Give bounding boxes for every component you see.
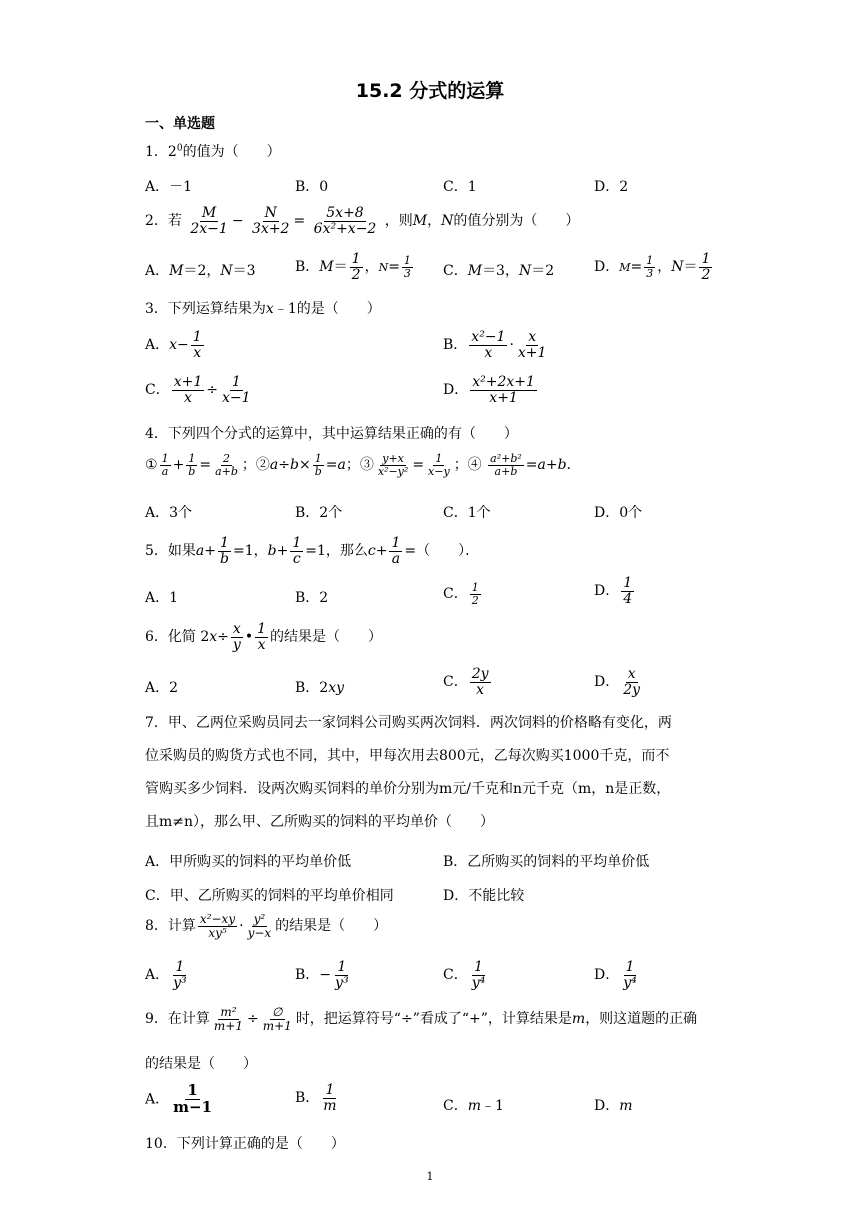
q3-option-b[interactable]: B． $\frac{\text{x²−1}}{x}$ · $\frac{x}{x+1}$ <box>443 329 547 361</box>
question-6: 6．化简 2x÷ $\frac{x}{y}$ • $\frac{1}{x}$ 的结果是（ ） <box>145 621 383 653</box>
q1-option-b[interactable]: B．0 <box>295 179 329 195</box>
q2-option-c[interactable]: C．M＝3，N＝2 <box>443 263 555 279</box>
question-8: 8．计算 $\frac{\text{x²−xy}}{\text{xy⁵}}$ · $\frac{\text{y²}}{y-x}$ 的结果是（ ） <box>145 912 388 940</box>
q9-option-a[interactable]: A． $\frac{1}{m-1}$ <box>145 1081 213 1116</box>
q2-option-d[interactable]: D．M= $\frac{1}{3}$ ，N＝ $\frac{1}{2}$ <box>594 251 711 283</box>
q9-option-d[interactable]: D．m <box>594 1098 633 1114</box>
q6-option-a[interactable]: A．2 <box>145 680 179 696</box>
q2-option-b[interactable]: B．M＝ $\frac{1}{2}$ ，N= $\frac{1}{3}$ <box>295 251 411 283</box>
q8-option-d[interactable]: D． $\frac{1}{\text{y⁴}}$ <box>594 959 637 991</box>
question-4: 4．下列四个分式的运算中，其中运算结果正确的有（ ） <box>145 426 518 442</box>
q5-option-a[interactable]: A．1 <box>145 590 179 606</box>
q7-option-d[interactable]: D．不能比较 <box>443 888 525 904</box>
section-heading: 一、单选题 <box>145 116 215 132</box>
q4-option-b[interactable]: B．2个 <box>295 505 343 521</box>
q8-option-c[interactable]: C． $\frac{1}{\text{y⁴}}$ <box>443 959 486 991</box>
q5-option-d[interactable]: D． $\frac{1}{4}$ <box>594 575 633 607</box>
q7-option-b[interactable]: B．乙所购买的饲料的平均单价低 <box>443 854 650 870</box>
q6-option-b[interactable]: B．2xy <box>295 680 345 696</box>
question-2: 2．若 $\frac{M}{2x-1}$ − $\frac{N}{3x+2}$ = $\frac{5x+8}{\text{6x²+x−2}}$ ，则M，N的值分别为（ ） <box>145 205 580 237</box>
q8-option-a[interactable]: A． $\frac{1}{\text{y³}}$ <box>145 959 187 991</box>
q1-option-a[interactable]: A．－1 <box>145 179 193 195</box>
question-3: 3．下列运算结果为x﹣1的是（ ） <box>145 301 381 317</box>
question-7: 7．甲、乙两位采购员同去一家饲料公司购买两次饲料．两次饲料的价格略有变化，两 位采购员的购货方式也不同，其中，甲每次用去800元，乙每次购买1000千克，而不 管购买多少饲料．设两次购买饲料的单价分别为m元/千克和n元千克（m，n是正数， 且m≠n），那么甲、乙所购买的饲料的平均单价（ ） <box>145 715 672 830</box>
q3-option-c[interactable]: C． $\frac{x+1}{x}$ ÷ $\frac{1}{x-1}$ <box>145 374 251 406</box>
page-title: 15.2 分式的运算 <box>355 80 505 102</box>
q2-option-a[interactable]: A．M＝2，N＝3 <box>145 263 256 279</box>
question-9: 9．在计算 $\frac{\text{m²}}{m+1}$ ÷ $\frac{\emptyset}{m+1}$ 时，把运算符号“÷”看成了“+”，计算结果是m，则这道题的正确 <box>145 1005 698 1033</box>
q4-option-a[interactable]: A．3个 <box>145 505 193 521</box>
q1-option-c[interactable]: C．1 <box>443 179 477 195</box>
q7-option-a[interactable]: A．甲所购买的饲料的平均单价低 <box>145 854 352 870</box>
question-1: 1．$2^0$的值为（ ） <box>145 143 281 160</box>
q9-option-b[interactable]: B． $\frac{1}{m}$ <box>295 1082 337 1114</box>
question-10: 10．下列计算正确的是（ ） <box>145 1136 345 1152</box>
q1-option-d[interactable]: D．2 <box>594 179 629 195</box>
q3-option-a[interactable]: A．x− $\frac{1}{x}$ <box>145 329 202 361</box>
q6-option-d[interactable]: D． $\frac{x}{2y}$ <box>594 666 641 698</box>
q4-option-d[interactable]: D．0个 <box>594 505 643 521</box>
page-number: 1 <box>426 1170 434 1183</box>
q9-line-2: 的结果是（ ） <box>145 1056 257 1072</box>
q8-option-b[interactable]: B．− $\frac{1}{\text{y³}}$ <box>295 959 349 991</box>
q5-option-b[interactable]: B．2 <box>295 590 329 606</box>
q4-option-c[interactable]: C．1个 <box>443 505 491 521</box>
question-5: 5．如果a+ $\frac{1}{b}$ =1，b+ $\frac{1}{c}$ =1，那么c+ $\frac{1}{a}$ =（ ）． <box>145 535 480 567</box>
q4-items: ① $\frac{1}{a}$ + $\frac{1}{b}$ = $\frac{2}{a+b}$ ；②a÷b× $\frac{1}{b}$ =a；③ $\frac{y+x}{\text{x²−y²}}$ = $\frac{1}{x-y}$ ；④ $\frac{\text{a²+b²}}{a+b}$ =a+b． <box>145 452 581 478</box>
q9-option-c[interactable]: C．m﹣1 <box>443 1098 504 1114</box>
q7-option-c[interactable]: C．甲、乙所购买的饲料的平均单价相同 <box>145 888 394 904</box>
q5-option-c[interactable]: C． $\frac{1}{2}$ <box>443 581 479 607</box>
q3-option-d[interactable]: D． $\frac{\text{x²+2x+1}}{x+1}$ <box>443 374 535 406</box>
q6-option-c[interactable]: C． $\frac{2y}{x}$ <box>443 666 489 698</box>
